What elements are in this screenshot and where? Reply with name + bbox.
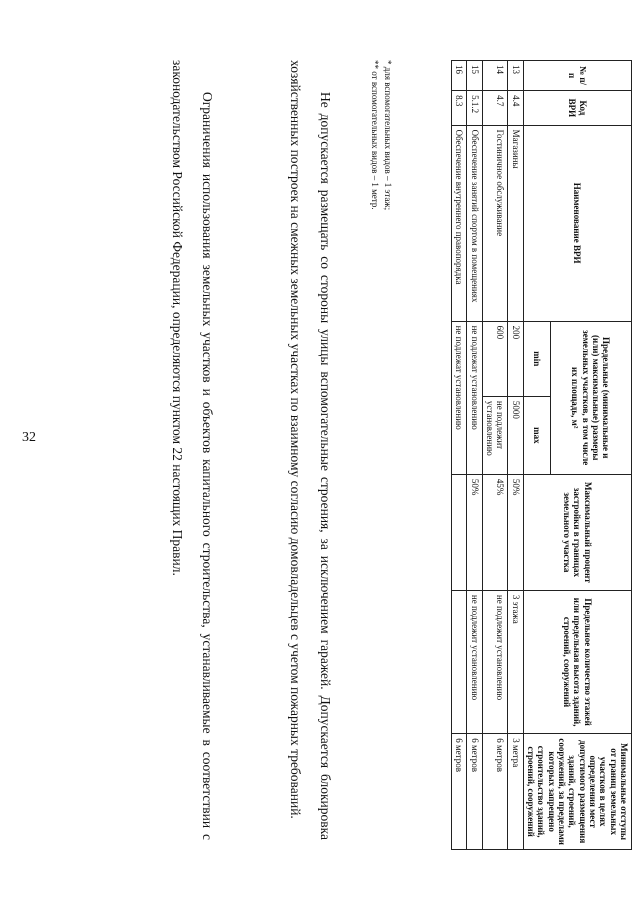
cell-indent: 3 метра: [508, 734, 523, 850]
table-header-row: [550, 61, 631, 850]
paragraph-garages: Не допускается размещать со стороны улицы вспомогательные строения, за исключением гаражей. Допускается блокировка хозяйственных построек на смежных земельных участках по взаимному согласию домовладельцев с учетом пожарных требований.: [288, 60, 333, 840]
rotated-page-content: [80, 50, 640, 850]
cell-code: 4.4: [508, 91, 523, 126]
cell-min: 200: [508, 321, 523, 396]
footnote-1: * для вспомогательных видов – 1 этаж;: [383, 60, 393, 211]
table-row: [482, 61, 508, 850]
header-num: № п/п: [523, 61, 631, 91]
cell-code: 4.7: [482, 91, 508, 126]
cell-indent: 6 метров: [467, 734, 482, 850]
footnote-2: ** от вспомогательных видов – 1 метр.: [370, 60, 381, 210]
paragraph-restrictions: Ограничения использования земельных участков и объектов капитального строительства, устанавливаемые в соответствии с законодательством Российской Федерации, определяются пунктом 22 настоящих Правил.: [170, 60, 215, 840]
table-row: [508, 61, 523, 850]
cell-code: 5.1.2: [467, 91, 482, 126]
cell-percent: 45%: [482, 474, 508, 590]
cell-indent: 6 метров: [451, 734, 466, 850]
cell-percent: 50%: [467, 474, 482, 590]
header-floors: Предельное количество этажей или предельная высота зданий, строений, сооружений: [523, 590, 631, 733]
cell-name: Обеспечение внутреннего правопорядка: [451, 125, 466, 321]
zoning-table: [451, 60, 632, 850]
cell-floors: 3 этажа: [508, 590, 523, 733]
cell-num: 16: [451, 61, 466, 91]
table-row: [467, 61, 482, 850]
cell-num: 14: [482, 61, 508, 91]
header-code: Код ВРИ: [523, 91, 631, 126]
table-row: [451, 61, 466, 850]
cell-floors: не подлежит установлению: [467, 590, 482, 733]
cell-percent: 50%: [508, 474, 523, 590]
cell-area-span: не подлежат установлению: [451, 321, 466, 474]
header-max: max: [523, 396, 550, 474]
header-min: min: [523, 321, 550, 396]
header-area: Предельные (минимальные и (или) максимальные) размеры земельных участков, в том числе их площадь, м²: [550, 321, 631, 474]
cell-max: не подлежит установлению: [482, 396, 508, 474]
page-number: 32: [22, 430, 36, 445]
cell-floors: [451, 590, 466, 733]
cell-floors: не подлежит установлению: [482, 590, 508, 733]
cell-name: Обеспечение занятий спортом в помещениях: [467, 125, 482, 321]
cell-code: 8.3: [451, 91, 466, 126]
cell-num: 15: [467, 61, 482, 91]
cell-percent: [451, 474, 466, 590]
cell-area-span: не подлежат установлению: [467, 321, 482, 474]
table-footnotes: [369, 60, 394, 210]
header-percent: Максимальный процент застройки в границах земельного участка: [523, 474, 631, 590]
cell-num: 13: [508, 61, 523, 91]
cell-indent: 6 метров: [482, 734, 508, 850]
cell-min: 600: [482, 321, 508, 396]
header-name: Наименование ВРИ: [523, 125, 631, 321]
cell-max: 5000: [508, 396, 523, 474]
header-indent: Минимальные отступы от границ земельных участков в целях определения мест допустимого размещения зданий, строений, сооружений, за пределами которых запрещено строительство зданий, строений, сооружений: [523, 734, 631, 850]
cell-name: Магазины: [508, 125, 523, 321]
cell-name: Гостиничное обслуживание: [482, 125, 508, 321]
